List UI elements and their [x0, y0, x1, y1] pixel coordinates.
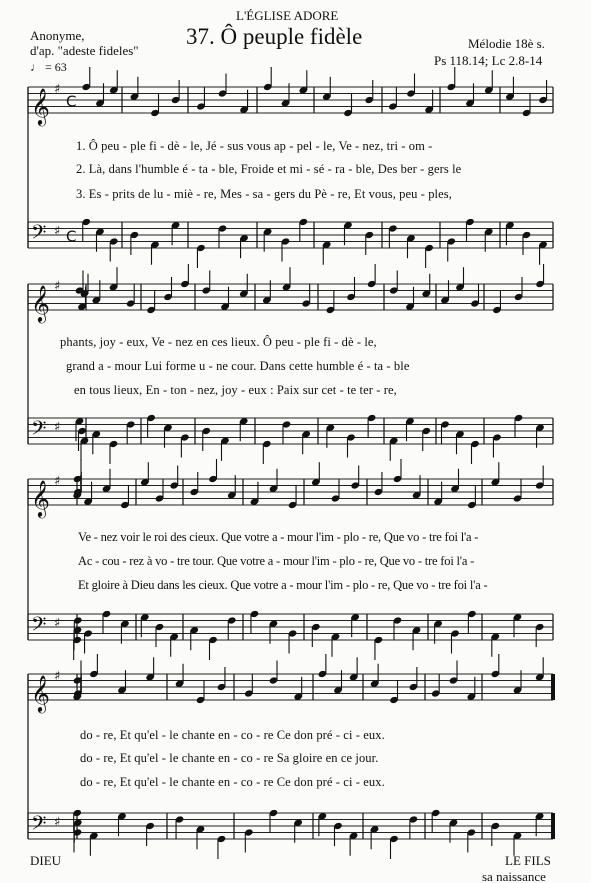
book-title: L'ÉGLISE ADORE: [236, 8, 339, 23]
bass-clef-icon: 𝄢: [31, 220, 47, 249]
melody-credit: Mélodie 18è s.: [468, 36, 545, 51]
author-line-1: Anonyme,: [30, 28, 85, 43]
bass-clef-icon: 𝄢: [31, 416, 47, 445]
verse-3-line-4: do - re, Et qu'el - le chante en - co - re Ce don pré - ci - eux.: [80, 775, 385, 789]
verse-3-line-1: 3. Es - prits de lu - miè - re, Mes - sa - gers du Pè - re, Et vous, peu - ples,: [76, 187, 452, 201]
scripture-references: Ps 118.14; Lc 2.8-14: [434, 53, 543, 68]
tempo-marking: ♩ = 63: [30, 60, 67, 74]
key-signature-sharp-icon: ♯: [54, 815, 61, 830]
footer-right-label: LE FILS: [505, 853, 551, 868]
treble-clef-icon: 𝄞: [31, 87, 50, 125]
key-signature-sharp-icon: ♯: [54, 279, 61, 294]
treble-clef-icon: 𝄞: [31, 479, 50, 517]
footer-left-label: DIEU: [30, 853, 62, 868]
treble-clef-icon: 𝄞: [31, 674, 50, 712]
verse-1-line-2: phants, joy - eux, Ve - nez en ces lieux. Ô peu - ple fi - dè - le,: [60, 335, 377, 349]
common-time-icon: C: [66, 227, 77, 246]
bass-clef-icon: 𝄢: [31, 612, 47, 641]
footer-right-sub: sa naissance: [482, 869, 546, 883]
verse-3-line-3: Et gloire à Dieu dans les cieux. Que votre a - mour l'im - plo - re, Que vo - tre foi l'a -: [78, 578, 488, 592]
verse-2-line-3: Ac - cou - rez à vo - tre tour. Que votre a - mour l'im - plo - re, Que vo - tre foi l'a -: [78, 554, 475, 568]
hymn-title: 37. Ô peuple fidèle: [186, 24, 363, 49]
final-barline: [551, 813, 555, 839]
key-signature-sharp-icon: ♯: [54, 224, 61, 239]
key-signature-sharp-icon: ♯: [54, 82, 61, 97]
bass-clef-icon: 𝄢: [31, 811, 47, 840]
final-barline: [551, 674, 555, 700]
verse-3-line-2: en tous lieux, En - ton - nez, joy - eux : Paix sur cet - te ter - re,: [74, 383, 397, 397]
treble-clef-icon: 𝄞: [31, 284, 50, 322]
verse-1-line-1: 1. Ô peu - ple fi - dè - le, Jé - sus vous ap - pel - le, Ve - nez, tri - om -: [76, 139, 433, 153]
verse-2-line-2: grand a - mour Lui forme u - ne cour. Dans cette humble é - ta - ble: [66, 359, 410, 373]
common-time-icon: C: [66, 92, 77, 111]
key-signature-sharp-icon: ♯: [54, 669, 61, 684]
key-signature-sharp-icon: ♯: [54, 616, 61, 631]
verse-1-line-4: do - re, Et qu'el - le chante en - co - re Ce don pré - ci - eux.: [80, 728, 385, 742]
verse-2-line-1: 2. Là, dans l'humble é - ta - ble, Froide et mi - sé - ra - ble, Des ber - gers le: [76, 162, 462, 176]
author-line-2: d'ap. "adeste fideles": [30, 43, 139, 58]
verse-2-line-4: do - re, Et qu'el - le chante en - co - re Sa gloire en ce jour.: [80, 751, 379, 765]
key-signature-sharp-icon: ♯: [54, 474, 61, 489]
verse-1-line-3: Ve - nez voir le roi des cieux. Que votre a - mour l'im - plo - re, Que vo - tre foi l'a -: [78, 530, 479, 544]
key-signature-sharp-icon: ♯: [54, 420, 61, 435]
